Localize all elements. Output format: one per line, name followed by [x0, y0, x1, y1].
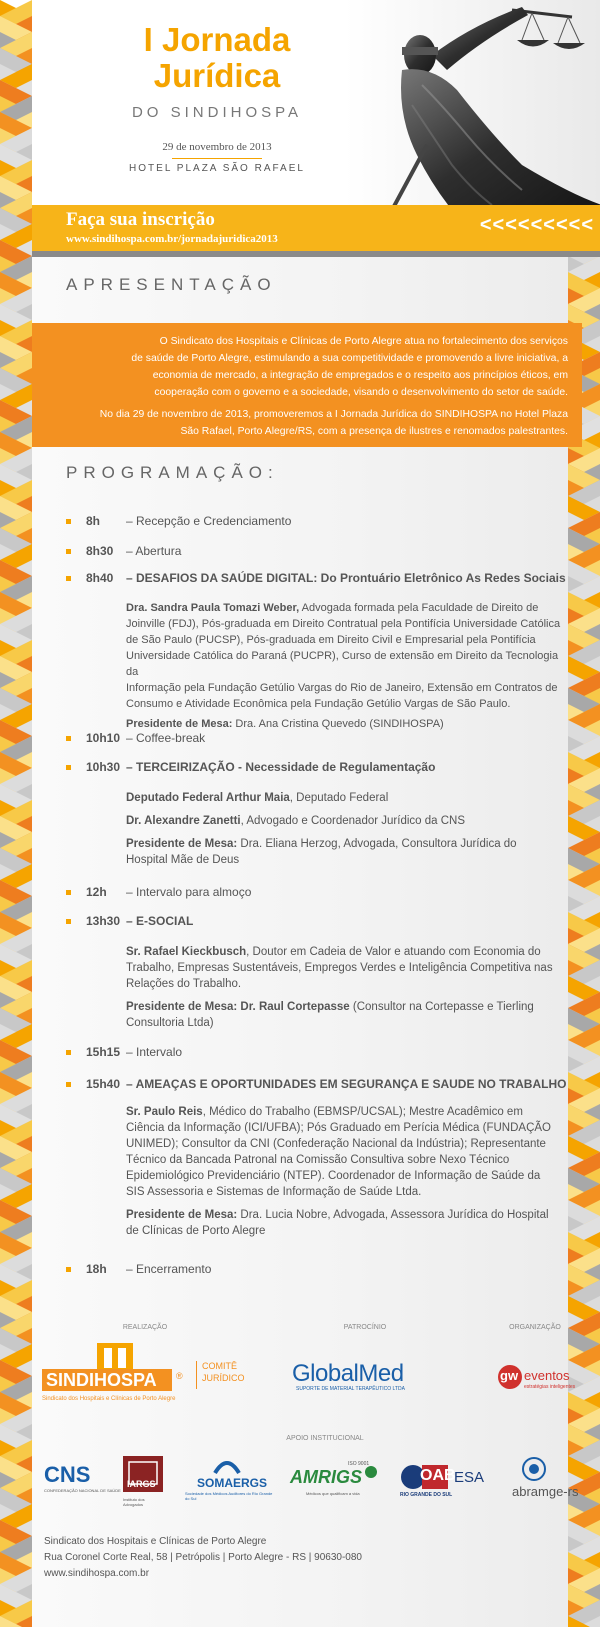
speaker-bio: Joinville (FDJ), Pós-graduada em Direito Contratual pela Pontifícia Universidade Católica	[126, 618, 561, 630]
speaker-block	[126, 1104, 571, 1239]
globalmed-wordmark: GlobalMed	[292, 1360, 404, 1387]
oab-wordmark: OAB	[420, 1467, 456, 1484]
bullet-icon	[66, 576, 71, 581]
speaker-bio: UNIMED); Consultor da CNI (Confederação Nacional da Indústria); Representante	[126, 1138, 546, 1150]
iso-badge-icon	[364, 1465, 378, 1479]
schedule-time: 13h30	[86, 914, 121, 928]
chair-name: Dra. Eliana Herzog, Advogada, Consultora Jurídica do	[237, 838, 517, 850]
footer-website[interactable]: www.sindihospa.com.br	[44, 1568, 150, 1579]
speaker-bio: Epidemiológico Previdenciário (NTEP). Coordenador de Informação de Saúde da	[126, 1170, 541, 1182]
speaker-block	[126, 790, 571, 868]
speaker-name: Sr. Paulo Reis	[126, 1106, 203, 1118]
comite-line1: COMITÊ	[202, 1361, 237, 1371]
chair-name: Dra. Ana Cristina Quevedo (SINDIHOSPA)	[232, 718, 444, 730]
hero-header	[32, 0, 600, 205]
schedule-activity: – E-SOCIAL	[126, 914, 194, 928]
schedule-time: 10h10	[86, 731, 121, 745]
presentation-line: cooperação com o governo e a sociedade, visando o desenvolvimento do setor de saúde.	[154, 387, 568, 398]
presentation-line: São Rafael, Porto Alegre/RS, com a presença de ilustres e renomados palestrantes.	[180, 426, 568, 437]
speaker-name: Dra. Sandra Paula Tomazi Weber,	[126, 602, 300, 614]
schedule-time: 8h	[86, 514, 101, 528]
chair-name: (Consultor na Cortepasse e Tierling	[349, 1001, 534, 1013]
lady-justice-statue-image	[372, 0, 600, 205]
somaergs-wordmark: SOMAERGS	[197, 1476, 268, 1490]
registration-title: Faça sua inscrição	[66, 209, 215, 230]
realizacao-label: REALIZAÇÃO	[122, 1324, 168, 1331]
schedule-time: 18h	[86, 1262, 107, 1276]
sindihospa-tagline: Sindicato dos Hospitais e Clínicas de Porto Alegre	[42, 1396, 176, 1402]
esa-wordmark: ESA	[454, 1469, 485, 1486]
schedule-time: 8h40	[86, 571, 114, 585]
bullet-icon	[66, 1267, 71, 1272]
speaker-bio: Trabalho, Empresas Sustentáveis, Empregos Verdes e Inteligência Competitiva nas	[126, 962, 553, 974]
schedule-activity: – Abertura	[126, 544, 182, 558]
event-title-line1: I Jornada	[143, 21, 291, 58]
presentation-line: economia de mercado, a integração de empregados e o respeito aos princípios éticos, em	[152, 370, 568, 381]
speaker-name: Sr. Rafael Kieckbusch	[126, 946, 247, 958]
schedule-activity: – Coffee-break	[126, 731, 206, 745]
bullet-icon	[66, 519, 71, 524]
chair-label: Presidente de Mesa: Dr. Raul Cortepasse	[126, 1001, 350, 1013]
schedule-activity: – AMEAÇAS E OPORTUNIDADES EM SEGURANÇA E SAUDE NO TRABALHO	[126, 1077, 567, 1091]
speaker-bio: , Médico do Trabalho (EBMSP/UCSAL); Mestre Acadêmico em	[202, 1106, 523, 1118]
globalmed-tagline: SUPORTE DE MATERIAL TERAPÊUTICO LTDA	[296, 1386, 405, 1392]
oab-esa-logo[interactable]	[400, 1464, 495, 1500]
chair-name: Dra. Lucia Nobre, Advogada, Assessora Jurídica do Hospital	[237, 1209, 549, 1221]
speaker-bio: , Doutor em Cadeia de Valor e atuando com Economia do	[246, 946, 541, 958]
speaker-name: Deputado Federal Arthur Maia	[126, 792, 290, 804]
cns-tagline: CONFEDERAÇÃO NACIONAL DE SAÚDE	[44, 1488, 121, 1493]
chair-name: de Clínicas de Porto Alegre	[126, 1225, 266, 1237]
iargs-wordmark: IARGS	[127, 1479, 156, 1489]
cns-wordmark: CNS	[44, 1462, 91, 1487]
sindihospa-logo[interactable]: SINDIHOSPA ® Sindicato dos Hospitais e Clínicas de Porto Alegre COMITÊ JURÍDICO	[42, 1343, 252, 1413]
speaker-role: , Deputado Federal	[289, 792, 389, 804]
speaker-bio: de São Paulo (PUCSP), Pós-graduada em Direito Civil e Empresarial pela Pontifícia	[126, 634, 536, 646]
speaker-bio: Relações do Trabalho.	[126, 978, 242, 990]
speaker-block	[126, 944, 571, 1031]
arrows-decoration: <<<<<<<<<	[479, 214, 594, 236]
speaker-bio: Técnico da Bancada Patronal na Comissão Consultiva sobre Nexo Técnico	[126, 1154, 510, 1166]
speaker-bio: SIS Assessoria e Sistemas de Informação de Saúde Ltda.	[126, 1186, 422, 1198]
speaker-bio: Advogada formada pela Faculdade de Direito de	[299, 602, 539, 614]
section-title-apresentacao: APRESENTAÇÃO	[66, 275, 277, 294]
oab-tagline: RIO GRANDE DO SUL	[400, 1492, 453, 1498]
speaker-bio: Informação pela Fundação Getúlio Vargas do Rio de Janeiro, Extensão em Contratos de	[126, 682, 558, 694]
chair-name: Hospital Mãe de Deus	[126, 854, 240, 866]
section-title-programacao: PROGRAMAÇÃO:	[66, 463, 279, 482]
schedule-activity: – Recepção e Credenciamento	[126, 514, 292, 528]
schedule-activity: – DESAFIOS DA SAÚDE DIGITAL: Do Prontuário Eletrônico As Redes Sociais	[126, 571, 566, 585]
footer-address: Rua Coronel Corte Real, 58 | Petrópolis | Porto Alegre - RS | 90630-080	[44, 1552, 362, 1563]
bullet-icon	[66, 736, 71, 741]
amrigs-tagline: Médicos que qualificam a vida	[306, 1491, 360, 1496]
somaergs-emblem	[212, 1458, 242, 1476]
abramge-logo[interactable]	[512, 1457, 587, 1502]
patrocinio-label: PATROCÍNIO	[343, 1324, 387, 1331]
speaker-block	[126, 600, 571, 732]
bullet-icon	[66, 1050, 71, 1055]
registration-banner[interactable]	[32, 205, 600, 251]
chair-label: Presidente de Mesa:	[126, 838, 238, 850]
amrigs-logo[interactable]	[290, 1461, 380, 1501]
left-pattern	[0, 0, 32, 1627]
bullet-icon	[66, 549, 71, 554]
divider-bar	[32, 251, 600, 257]
presentation-line: No dia 29 de novembro de 2013, promoveremos a I Jornada Jurídica do SINDIHOSPA no Hotel Plaza	[99, 409, 568, 420]
schedule-activity: – TERCEIRIZAÇÃO - Necessidade de Regulamentação	[126, 760, 436, 774]
abramge-emblem	[522, 1457, 546, 1481]
amrigs-iso: ISO 9001	[348, 1461, 370, 1467]
footer-organization: Sindicato dos Hospitais e Clínicas de Porto Alegre	[44, 1536, 267, 1547]
comite-line2: JURÍDICO	[202, 1373, 245, 1383]
chair-label: Presidente de Mesa:	[126, 718, 233, 730]
sindihospa-wordmark: SINDIHOSPA	[46, 1370, 157, 1390]
schedule-time: 12h	[86, 885, 107, 899]
presentation-line: de saúde de Porto Alegre, estimulando a sua competitividade e promovendo a livre iniciativa, a	[131, 353, 568, 364]
iargs-tagline: Instituto dos Advogados	[123, 1497, 145, 1507]
speaker-bio: Consumo e Atividade Econômica pela Fundação Getúlio Vargas de São Paulo.	[126, 698, 511, 710]
bullet-icon	[66, 1082, 71, 1087]
schedule-activity: – Intervalo para almoço	[126, 885, 252, 899]
schedule-time: 15h40	[86, 1077, 121, 1091]
schedule-activity: – Intervalo	[126, 1045, 183, 1059]
globalmed-logo[interactable]	[292, 1360, 442, 1400]
gw-eventos-logo[interactable]	[498, 1365, 578, 1395]
event-venue: HOTEL PLAZA SÃO RAFAEL	[129, 163, 305, 174]
event-title-line2: Jurídica	[153, 57, 281, 94]
cns-logo[interactable]	[44, 1462, 121, 1498]
somaergs-tagline: Sociedade dos Médicos Auditores do Rio Grande do Sul	[185, 1491, 273, 1501]
gw-wordmark: eventos	[524, 1368, 570, 1383]
somaergs-logo[interactable]	[185, 1458, 273, 1503]
presentation-line: O Sindicato dos Hospitais e Clínicas de Porto Alegre atua no fortalecimento dos serviços	[159, 336, 568, 347]
abramge-wordmark: abramge-rs	[512, 1484, 579, 1499]
iargs-logo[interactable]	[123, 1456, 163, 1507]
speaker-role: , Advogado e Coordenador Jurídico da CNS	[240, 815, 465, 827]
apoio-label: APOIO INSTITUCIONAL	[286, 1435, 364, 1442]
schedule-time: 8h30	[86, 544, 114, 558]
chair-name: Consultoria Ltda)	[126, 1017, 214, 1029]
schedule-activity: – Encerramento	[126, 1262, 212, 1276]
event-subtitle: DO SINDIHOSPA	[131, 104, 303, 121]
bullet-icon	[66, 919, 71, 924]
bullet-icon	[66, 765, 71, 770]
date-divider	[172, 158, 262, 159]
presentation-box	[40, 323, 582, 447]
speaker-name: Dr. Alexandre Zanetti	[126, 815, 241, 827]
gw-mark-text: gw	[500, 1368, 519, 1383]
event-date: 29 de novembro de 2013	[162, 141, 272, 153]
speaker-bio: Universidade Católica do Paraná (PUCPR), Curso de extensão em Direito da Tecnologia da	[126, 650, 559, 678]
registration-link[interactable]: www.sindihospa.com.br/jornadajuridica2013	[66, 233, 278, 245]
schedule-time: 15h15	[86, 1045, 121, 1059]
bullet-icon	[66, 890, 71, 895]
chair-label: Presidente de Mesa:	[126, 1209, 238, 1221]
organizacao-label: ORGANIZAÇÃO	[509, 1324, 561, 1331]
speaker-bio: Ciência da Informação (ICI/UFBA); Pós Graduado em Perícia Médica (FUNDAÇÃO	[126, 1122, 552, 1134]
gw-tagline: estratégias inteligentes	[524, 1384, 576, 1390]
schedule-time: 10h30	[86, 760, 121, 774]
amrigs-wordmark: AMRIGS	[290, 1467, 362, 1487]
